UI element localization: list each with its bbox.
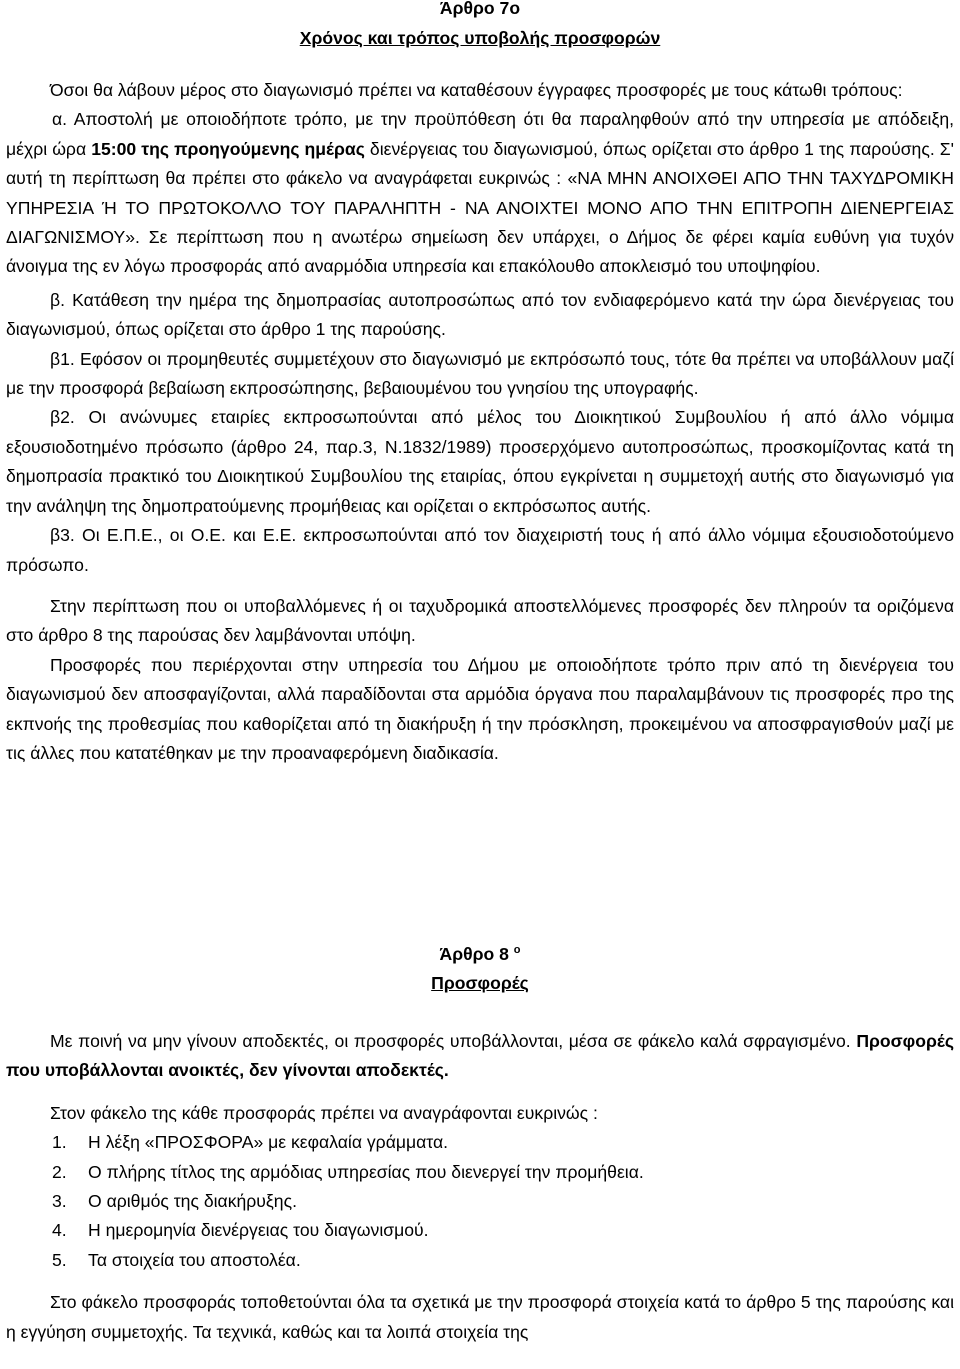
option-a-rest: διενέργειας του διαγωνισμού, όπως ορίζεται στο άρθρο 1 της παρούσης. Σ' αυτή τη περίπτωση θα πρέπει στο φάκελο να αναγράφεται ευκρινώς : «ΝΑ ΜΗΝ ΑΝΟΙΧΘΕΙ ΑΠΟ ΤΗΝ ΤΑΧΥΔΡΟΜΙΚΗ ΥΠΗΡΕΣΙΑ Ή ΤΟ ΠΡΩΤΟΚΟΛΛΟ ΤΟΥ ΠΑΡΑΛΗΠΤΗ - ΝΑ ΑΝΟΙΧΤΕΙ ΜΟΝΟ ΑΠΟ ΤΗΝ ΕΠΙΤΡΟΠΗ ΔΙΕΝΕΡΓΕΙΑΣ ΔΙΑΓΩΝΙΣΜΟΥ». Σε περίπτωση που η ανωτέρω σημείωση δεν υπάρχει, ο Δήμος δε φέρει καμία ευθύνη για τυχόν άνοιγμα της εν λόγω προσφοράς από αναρμόδια υπηρεσία και επακόλουθο αποκλεισμό του υποψηφίου. — [6, 138, 955, 277]
list-item-number: 3. — [52, 1191, 67, 1212]
article-7-body — [0, 76, 960, 768]
envelope-requirements-paragraph: Στον φάκελο της κάθε προσφοράς πρέπει να αναγράφονται ευκρινώς : — [50, 1102, 598, 1123]
option-b-paragraph: β. Κατάθεση την ημέρα της δημοπρασίας αυτοπροσώπως από τον ενδιαφερόμενο κατά την ώρα διενέργειας του διαγωνισμού, όπως ορίζεται στο άρθρο 1 της παρούσης. — [6, 289, 954, 340]
list-item — [0, 1246, 960, 1275]
intro-paragraph: Όσοι θα λάβουν μέρος στο διαγωνισμό πρέπει να καταθέσουν έγγραφες προσφορές με τους κάτωθι τρόπους: — [50, 80, 903, 100]
list-item-text: Ο αριθμός της διακήρυξης. — [88, 1191, 297, 1212]
envelope-contents-paragraph: Στο φάκελο προσφοράς τοποθετούνται όλα τα σχετικά με την προσφορά στοιχεία κατά το άρθρο 5 της παρούσης και η εγγύηση συμμετοχής. Τα τεχνικά, καθώς και τα λοιπά στοιχεία της — [6, 1292, 954, 1342]
option-b3-paragraph: β3. Οι Ε.Π.Ε., οι Ο.Ε. και Ε.Ε. εκπροσωπούνται από τον διαχειριστή τους ή από άλλο νόμιμα εξουσιοδοτούμενο πρόσωπο. — [6, 525, 954, 575]
list-item-number: 4. — [52, 1220, 67, 1241]
envelope-requirements-list — [0, 1128, 960, 1275]
article-8-heading-text: Άρθρο 8 — [439, 944, 509, 964]
option-b2-paragraph: β2. Οι ανώνυμες εταιρίες εκπροσωπούνται από μέλος του Διοικητικού Συμβουλίου ή από άλλο νόμιμα εξουσιοδοτημένο πρόσωπο (άρθρο 24, παρ.3, Ν.1832/1989) προσερχόμενο αυτοπροσώπως, προσκομίζοντας κατά τη δημοπρασία πρακτικό του Διοικητικού Συμβουλίου της εταιρίας, όπου εγκρίνεται η συμμετοχή αυτής στο διαγωνισμό για την ανάληψη της δημοπρατούμενης προμήθειας και ορίζεται ο εκπρόσωπος αυτής. — [6, 407, 954, 516]
option-a-text: α. Αποστολή με οποιοδήποτε τρόπο, με την προϋπόθεση ότι θα παραληφθούν από την υπηρεσία με απόδειξη, μέχρι ώρα — [6, 109, 954, 159]
sealed-envelope-text: Με ποινή να μην γίνουν αποδεκτές, οι προσφορές υποβάλλονται, μέσα σε φάκελο καλά σφραγισμένο. — [50, 1031, 857, 1051]
list-item-text: Η λέξη «ΠΡΟΣΦΟΡΑ» με κεφαλαία γράμματα. — [88, 1132, 449, 1153]
list-item — [0, 1158, 960, 1187]
option-a-paragraph — [0, 105, 960, 281]
sealed-envelope-paragraph — [0, 1027, 960, 1086]
deadline-bold: 15:00 της προηγούμενης ημέρας — [91, 138, 365, 159]
article-8-heading — [0, 940, 960, 969]
list-item-text: Η ημερομηνία διενέργειας του διαγωνισμού. — [88, 1220, 429, 1241]
list-item-number: 5. — [52, 1249, 67, 1270]
article-7 — [0, 0, 960, 54]
article-8 — [0, 940, 960, 999]
list-item-number: 1. — [52, 1132, 67, 1153]
open-offers-bold: Προσφορές που υποβάλλονται ανοικτές, δεν γίνονται αποδεκτές. — [6, 1031, 954, 1081]
article-7-heading: Άρθρο 7ο — [439, 0, 521, 18]
early-offers-paragraph: Προσφορές που περιέρχονται στην υπηρεσία του Δήμου με οποιοδήποτε τρόπο πριν από τη διενέργεια του διαγωνισμού δεν αποσφαγίζονται, αλλά παραδίδονται στα αρμόδια όργανα που παραλαμβάνουν τις προσφορές προ της εκπνοής της προθεσμίας που καθορίζεται από τη διακήρυξη ή την πρόσκληση, προκειμένου να αποσφραγισθούν μαζί με τις άλλες που κατατέθηκαν με την προαναφερόμενη διαδικασία. — [6, 654, 954, 763]
list-item — [0, 1128, 960, 1157]
list-item-text: Τα στοιχεία του αποστολέα. — [88, 1249, 301, 1270]
list-item-text: Ο πλήρης τίτλος της αρμόδιας υπηρεσίας που διενεργεί την προμήθεια. — [88, 1161, 644, 1182]
article-8-subtitle: Προσφορές — [431, 973, 529, 994]
late-offers-paragraph: Στην περίπτωση που οι υποβαλλόμενες ή οι ταχυδρομικά αποστελλόμενες προσφορές δεν πληρούν τα οριζόμενα στο άρθρο 8 της παρούσας δεν λαμβάνονται υπόψη. — [6, 595, 954, 646]
option-b1-paragraph: β1. Εφόσον οι προμηθευτές συμμετέχουν στο διαγωνισμό με εκπρόσωπό τους, τότε θα πρέπει να υποβάλλουν μαζί με την προσφορά βεβαίωση εκπροσώπησης, βεβαιουμένου του γνησίου της υπογραφής. — [6, 348, 954, 399]
article-8-body — [0, 1027, 960, 1347]
list-item — [0, 1187, 960, 1216]
article-8-heading-sup: ο — [513, 944, 521, 957]
list-item-number: 2. — [52, 1161, 67, 1182]
article-7-subtitle: Χρόνος και τρόπος υποβολής προσφορών — [299, 28, 661, 49]
list-item — [0, 1216, 960, 1245]
